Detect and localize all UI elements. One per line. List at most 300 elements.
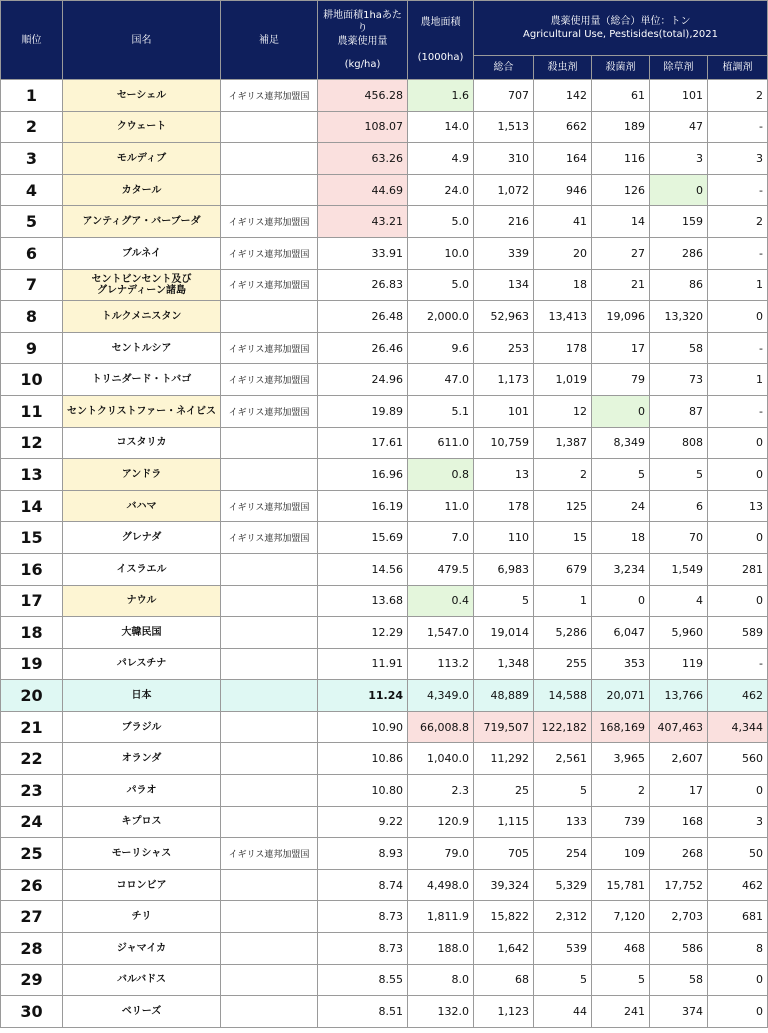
- table-row: [1, 364, 768, 396]
- header-group-line2: Agricultural Use, Pestisides(total),2021: [523, 29, 718, 40]
- cell-country: キプロス: [63, 806, 221, 838]
- cell-rank: 15: [1, 522, 63, 554]
- cell-insecticide: 1,387: [534, 427, 592, 459]
- cell-rank: 25: [1, 838, 63, 870]
- cell-area: 14.0: [408, 111, 474, 143]
- cell-fungicide: 109: [592, 838, 650, 870]
- cell-note: [221, 143, 318, 175]
- cell-country: カタール: [63, 174, 221, 206]
- cell-fungicide: 21: [592, 269, 650, 301]
- cell-use-per-ha: 24.96: [318, 364, 408, 396]
- cell-note: [221, 964, 318, 996]
- cell-fungicide: 189: [592, 111, 650, 143]
- cell-area: 0.8: [408, 459, 474, 491]
- cell-country: オランダ: [63, 743, 221, 775]
- cell-fungicide: 7,120: [592, 901, 650, 933]
- cell-country: セントルシア: [63, 332, 221, 364]
- table-row: [1, 711, 768, 743]
- cell-regulator: 0: [708, 996, 768, 1028]
- cell-herbicide: 6: [650, 490, 708, 522]
- cell-rank: 10: [1, 364, 63, 396]
- cell-herbicide: 159: [650, 206, 708, 238]
- cell-note: [221, 996, 318, 1028]
- cell-total: 1,115: [474, 806, 534, 838]
- cell-regulator: 13: [708, 490, 768, 522]
- cell-rank: 5: [1, 206, 63, 238]
- cell-insecticide: 12: [534, 395, 592, 427]
- cell-total: 253: [474, 332, 534, 364]
- cell-use-per-ha: 9.22: [318, 806, 408, 838]
- table-row: [1, 680, 768, 712]
- cell-country: ブルネイ: [63, 237, 221, 269]
- cell-area: 5.1: [408, 395, 474, 427]
- cell-area: 8.0: [408, 964, 474, 996]
- cell-area: 611.0: [408, 427, 474, 459]
- cell-herbicide: 73: [650, 364, 708, 396]
- cell-rank: 26: [1, 869, 63, 901]
- cell-use-per-ha: 19.89: [318, 395, 408, 427]
- cell-country: バルバドス: [63, 964, 221, 996]
- cell-area: 47.0: [408, 364, 474, 396]
- cell-fungicide: 3,234: [592, 553, 650, 585]
- cell-fungicide: 14: [592, 206, 650, 238]
- cell-fungicide: 6,047: [592, 617, 650, 649]
- header-total: 総合: [474, 56, 534, 80]
- cell-fungicide: 17: [592, 332, 650, 364]
- cell-use-per-ha: 10.90: [318, 711, 408, 743]
- cell-use-per-ha: 8.51: [318, 996, 408, 1028]
- cell-regulator: 1: [708, 364, 768, 396]
- cell-use-per-ha: 33.91: [318, 237, 408, 269]
- cell-rank: 30: [1, 996, 63, 1028]
- cell-note: [221, 648, 318, 680]
- cell-total: 5: [474, 585, 534, 617]
- cell-note: [221, 111, 318, 143]
- cell-use-per-ha: 14.56: [318, 553, 408, 585]
- cell-fungicide: 5: [592, 459, 650, 491]
- cell-note: [221, 775, 318, 807]
- cell-area: 9.6: [408, 332, 474, 364]
- cell-total: 178: [474, 490, 534, 522]
- cell-rank: 17: [1, 585, 63, 617]
- cell-use-per-ha: 16.19: [318, 490, 408, 522]
- cell-area: 0.4: [408, 585, 474, 617]
- header-use-per-ha-line2: り: [357, 23, 368, 34]
- cell-regulator: -: [708, 237, 768, 269]
- cell-insecticide: 679: [534, 553, 592, 585]
- cell-insecticide: 15: [534, 522, 592, 554]
- cell-fungicide: 61: [592, 80, 650, 112]
- cell-use-per-ha: 8.93: [318, 838, 408, 870]
- cell-herbicide: 286: [650, 237, 708, 269]
- country-name-line1: セントビンセント及び: [91, 273, 192, 285]
- cell-use-per-ha: 8.73: [318, 901, 408, 933]
- cell-use-per-ha: 8.73: [318, 933, 408, 965]
- cell-area: 1.6: [408, 80, 474, 112]
- cell-use-per-ha: 8.55: [318, 964, 408, 996]
- cell-country: コスタリカ: [63, 427, 221, 459]
- cell-country: パレスチナ: [63, 648, 221, 680]
- header-use-per-ha-line1: 耕地面積1haあた: [323, 10, 402, 21]
- table-row: [1, 332, 768, 364]
- cell-use-per-ha: 12.29: [318, 617, 408, 649]
- table-row: [1, 775, 768, 807]
- table-row: [1, 743, 768, 775]
- cell-total: 39,324: [474, 869, 534, 901]
- cell-regulator: 4,344: [708, 711, 768, 743]
- cell-fungicide: 24: [592, 490, 650, 522]
- cell-insecticide: 1,019: [534, 364, 592, 396]
- cell-area: 2.3: [408, 775, 474, 807]
- cell-herbicide: 119: [650, 648, 708, 680]
- cell-regulator: 3: [708, 143, 768, 175]
- cell-regulator: 281: [708, 553, 768, 585]
- cell-herbicide: 101: [650, 80, 708, 112]
- table-row: [1, 964, 768, 996]
- cell-regulator: -: [708, 648, 768, 680]
- header-note: 補足: [221, 1, 318, 80]
- cell-insecticide: 662: [534, 111, 592, 143]
- cell-insecticide: 254: [534, 838, 592, 870]
- cell-area: 120.9: [408, 806, 474, 838]
- cell-total: 216: [474, 206, 534, 238]
- cell-area: 4,349.0: [408, 680, 474, 712]
- table-row: [1, 80, 768, 112]
- cell-note: イギリス連邦加盟国: [221, 206, 318, 238]
- cell-insecticide: 44: [534, 996, 592, 1028]
- cell-herbicide: 407,463: [650, 711, 708, 743]
- cell-regulator: 0: [708, 459, 768, 491]
- header-fungicide: 殺菌剤: [592, 56, 650, 80]
- cell-total: 134: [474, 269, 534, 301]
- cell-country: セントクリストファー・ネイビス: [63, 395, 221, 427]
- cell-fungicide: 116: [592, 143, 650, 175]
- cell-total: 1,348: [474, 648, 534, 680]
- table-row: [1, 585, 768, 617]
- cell-total: 48,889: [474, 680, 534, 712]
- cell-herbicide: 5,960: [650, 617, 708, 649]
- cell-insecticide: 2: [534, 459, 592, 491]
- cell-fungicide: 5: [592, 964, 650, 996]
- header-insecticide: 殺虫剤: [534, 56, 592, 80]
- cell-herbicide: 47: [650, 111, 708, 143]
- cell-area: 5.0: [408, 206, 474, 238]
- cell-rank: 19: [1, 648, 63, 680]
- cell-total: 719,507: [474, 711, 534, 743]
- cell-note: [221, 743, 318, 775]
- cell-fungicide: 8,349: [592, 427, 650, 459]
- cell-insecticide: 946: [534, 174, 592, 206]
- cell-regulator: 462: [708, 869, 768, 901]
- cell-country: コロンビア: [63, 869, 221, 901]
- cell-regulator: -: [708, 174, 768, 206]
- cell-use-per-ha: 43.21: [318, 206, 408, 238]
- cell-area: 2,000.0: [408, 301, 474, 333]
- cell-regulator: 8: [708, 933, 768, 965]
- header-area: [408, 1, 474, 80]
- cell-rank: 24: [1, 806, 63, 838]
- cell-note: [221, 933, 318, 965]
- cell-note: [221, 806, 318, 838]
- cell-regulator: 560: [708, 743, 768, 775]
- cell-fungicide: 15,781: [592, 869, 650, 901]
- cell-use-per-ha: 16.96: [318, 459, 408, 491]
- cell-fungicide: 126: [592, 174, 650, 206]
- cell-rank: 7: [1, 269, 63, 301]
- cell-country: ジャマイカ: [63, 933, 221, 965]
- table-row: [1, 490, 768, 522]
- cell-herbicide: 17,752: [650, 869, 708, 901]
- cell-area: 79.0: [408, 838, 474, 870]
- cell-country: イスラエル: [63, 553, 221, 585]
- cell-rank: 9: [1, 332, 63, 364]
- cell-herbicide: 0: [650, 174, 708, 206]
- cell-fungicide: 468: [592, 933, 650, 965]
- cell-insecticide: 5,286: [534, 617, 592, 649]
- header-country: 国名: [63, 1, 221, 80]
- header-area-label: 農地面積: [420, 17, 461, 28]
- cell-regulator: 50: [708, 838, 768, 870]
- cell-rank: 23: [1, 775, 63, 807]
- cell-fungicide: 168,169: [592, 711, 650, 743]
- cell-insecticide: 5: [534, 964, 592, 996]
- table-row: [1, 174, 768, 206]
- cell-regulator: -: [708, 395, 768, 427]
- table-row: [1, 111, 768, 143]
- cell-regulator: 0: [708, 964, 768, 996]
- cell-rank: 1: [1, 80, 63, 112]
- cell-rank: 14: [1, 490, 63, 522]
- cell-fungicide: 739: [592, 806, 650, 838]
- cell-rank: 22: [1, 743, 63, 775]
- cell-note: イギリス連邦加盟国: [221, 364, 318, 396]
- cell-herbicide: 58: [650, 964, 708, 996]
- cell-insecticide: 122,182: [534, 711, 592, 743]
- cell-note: イギリス連邦加盟国: [221, 80, 318, 112]
- cell-note: イギリス連邦加盟国: [221, 332, 318, 364]
- cell-rank: 6: [1, 237, 63, 269]
- cell-use-per-ha: 13.68: [318, 585, 408, 617]
- cell-country: バハマ: [63, 490, 221, 522]
- cell-total: 1,173: [474, 364, 534, 396]
- cell-area: 132.0: [408, 996, 474, 1028]
- cell-herbicide: 808: [650, 427, 708, 459]
- cell-total: 15,822: [474, 901, 534, 933]
- table-body: [1, 80, 768, 1028]
- cell-note: [221, 711, 318, 743]
- cell-area: 24.0: [408, 174, 474, 206]
- table-row: [1, 427, 768, 459]
- cell-rank: 21: [1, 711, 63, 743]
- cell-herbicide: 268: [650, 838, 708, 870]
- cell-fungicide: 79: [592, 364, 650, 396]
- cell-use-per-ha: 11.91: [318, 648, 408, 680]
- cell-regulator: 0: [708, 301, 768, 333]
- cell-total: 1,123: [474, 996, 534, 1028]
- cell-area: 188.0: [408, 933, 474, 965]
- cell-rank: 28: [1, 933, 63, 965]
- table-row: [1, 933, 768, 965]
- cell-rank: 3: [1, 143, 63, 175]
- cell-note: [221, 427, 318, 459]
- cell-insecticide: 178: [534, 332, 592, 364]
- table-row: [1, 648, 768, 680]
- cell-note: イギリス連邦加盟国: [221, 838, 318, 870]
- cell-insecticide: 41: [534, 206, 592, 238]
- cell-country: パラオ: [63, 775, 221, 807]
- cell-country: [63, 269, 221, 301]
- cell-insecticide: 2,561: [534, 743, 592, 775]
- cell-total: 310: [474, 143, 534, 175]
- table-row: [1, 237, 768, 269]
- cell-rank: 8: [1, 301, 63, 333]
- header-use-per-ha: [318, 1, 408, 80]
- cell-country: アンティグア・バーブーダ: [63, 206, 221, 238]
- cell-country: グレナダ: [63, 522, 221, 554]
- cell-regulator: 589: [708, 617, 768, 649]
- cell-insecticide: 18: [534, 269, 592, 301]
- cell-use-per-ha: 17.61: [318, 427, 408, 459]
- cell-note: イギリス連邦加盟国: [221, 237, 318, 269]
- cell-rank: 18: [1, 617, 63, 649]
- cell-herbicide: 70: [650, 522, 708, 554]
- cell-insecticide: 164: [534, 143, 592, 175]
- cell-country: アンドラ: [63, 459, 221, 491]
- cell-regulator: 681: [708, 901, 768, 933]
- cell-herbicide: 17: [650, 775, 708, 807]
- cell-total: 52,963: [474, 301, 534, 333]
- cell-herbicide: 58: [650, 332, 708, 364]
- cell-herbicide: 4: [650, 585, 708, 617]
- cell-area: 10.0: [408, 237, 474, 269]
- cell-fungicide: 0: [592, 585, 650, 617]
- cell-country: 日本: [63, 680, 221, 712]
- cell-use-per-ha: 63.26: [318, 143, 408, 175]
- cell-fungicide: 19,096: [592, 301, 650, 333]
- table-row: [1, 395, 768, 427]
- cell-country: トルクメニスタン: [63, 301, 221, 333]
- table-row: [1, 143, 768, 175]
- table-row: [1, 553, 768, 585]
- cell-rank: 11: [1, 395, 63, 427]
- cell-total: 25: [474, 775, 534, 807]
- header-herbicide: 除草剤: [650, 56, 708, 80]
- cell-total: 101: [474, 395, 534, 427]
- cell-rank: 12: [1, 427, 63, 459]
- cell-total: 707: [474, 80, 534, 112]
- cell-use-per-ha: 26.83: [318, 269, 408, 301]
- cell-herbicide: 5: [650, 459, 708, 491]
- cell-area: 479.5: [408, 553, 474, 585]
- header-group-line1: 農薬使用量（総合）単位：トン: [550, 16, 691, 27]
- cell-regulator: 2: [708, 80, 768, 112]
- cell-total: 110: [474, 522, 534, 554]
- cell-herbicide: 87: [650, 395, 708, 427]
- cell-insecticide: 1: [534, 585, 592, 617]
- cell-area: 1,811.9: [408, 901, 474, 933]
- cell-total: 1,513: [474, 111, 534, 143]
- cell-country: モーリシャス: [63, 838, 221, 870]
- table-row: [1, 459, 768, 491]
- header-use-per-ha-line3: 農薬使用量: [337, 36, 388, 47]
- cell-total: 68: [474, 964, 534, 996]
- cell-use-per-ha: 456.28: [318, 80, 408, 112]
- header-regulator: 植調剤: [708, 56, 768, 80]
- cell-insecticide: 5: [534, 775, 592, 807]
- cell-rank: 4: [1, 174, 63, 206]
- cell-country: ブラジル: [63, 711, 221, 743]
- cell-note: [221, 869, 318, 901]
- cell-area: 5.0: [408, 269, 474, 301]
- cell-insecticide: 142: [534, 80, 592, 112]
- cell-fungicide: 3,965: [592, 743, 650, 775]
- table-row: [1, 901, 768, 933]
- cell-insecticide: 14,588: [534, 680, 592, 712]
- cell-country: チリ: [63, 901, 221, 933]
- cell-total: 13: [474, 459, 534, 491]
- table-row: [1, 838, 768, 870]
- cell-use-per-ha: 26.48: [318, 301, 408, 333]
- cell-rank: 29: [1, 964, 63, 996]
- cell-fungicide: 2: [592, 775, 650, 807]
- cell-regulator: -: [708, 111, 768, 143]
- cell-rank: 27: [1, 901, 63, 933]
- cell-fungicide: 27: [592, 237, 650, 269]
- cell-insecticide: 539: [534, 933, 592, 965]
- cell-area: 7.0: [408, 522, 474, 554]
- cell-regulator: 0: [708, 522, 768, 554]
- cell-herbicide: 374: [650, 996, 708, 1028]
- table-row: [1, 996, 768, 1028]
- cell-herbicide: 3: [650, 143, 708, 175]
- cell-country: ナウル: [63, 585, 221, 617]
- cell-use-per-ha: 8.74: [318, 869, 408, 901]
- cell-area: 113.2: [408, 648, 474, 680]
- cell-insecticide: 13,413: [534, 301, 592, 333]
- cell-area: 4.9: [408, 143, 474, 175]
- header-area-unit: (1000ha): [417, 52, 464, 63]
- cell-insecticide: 5,329: [534, 869, 592, 901]
- cell-note: イギリス連邦加盟国: [221, 522, 318, 554]
- cell-area: 4,498.0: [408, 869, 474, 901]
- table-row: [1, 806, 768, 838]
- cell-area: 66,008.8: [408, 711, 474, 743]
- cell-herbicide: 13,320: [650, 301, 708, 333]
- cell-insecticide: 2,312: [534, 901, 592, 933]
- cell-country: クウェート: [63, 111, 221, 143]
- cell-total: 1,072: [474, 174, 534, 206]
- cell-note: [221, 617, 318, 649]
- cell-note: [221, 553, 318, 585]
- cell-note: [221, 585, 318, 617]
- cell-area: 11.0: [408, 490, 474, 522]
- cell-area: 1,040.0: [408, 743, 474, 775]
- cell-herbicide: 2,607: [650, 743, 708, 775]
- cell-use-per-ha: 44.69: [318, 174, 408, 206]
- cell-total: 19,014: [474, 617, 534, 649]
- cell-herbicide: 2,703: [650, 901, 708, 933]
- table-row: [1, 522, 768, 554]
- cell-herbicide: 13,766: [650, 680, 708, 712]
- cell-use-per-ha: 15.69: [318, 522, 408, 554]
- cell-country: ベリーズ: [63, 996, 221, 1028]
- cell-total: 339: [474, 237, 534, 269]
- cell-note: イギリス連邦加盟国: [221, 269, 318, 301]
- cell-fungicide: 20,071: [592, 680, 650, 712]
- table-row: [1, 869, 768, 901]
- cell-note: イギリス連邦加盟国: [221, 395, 318, 427]
- cell-insecticide: 133: [534, 806, 592, 838]
